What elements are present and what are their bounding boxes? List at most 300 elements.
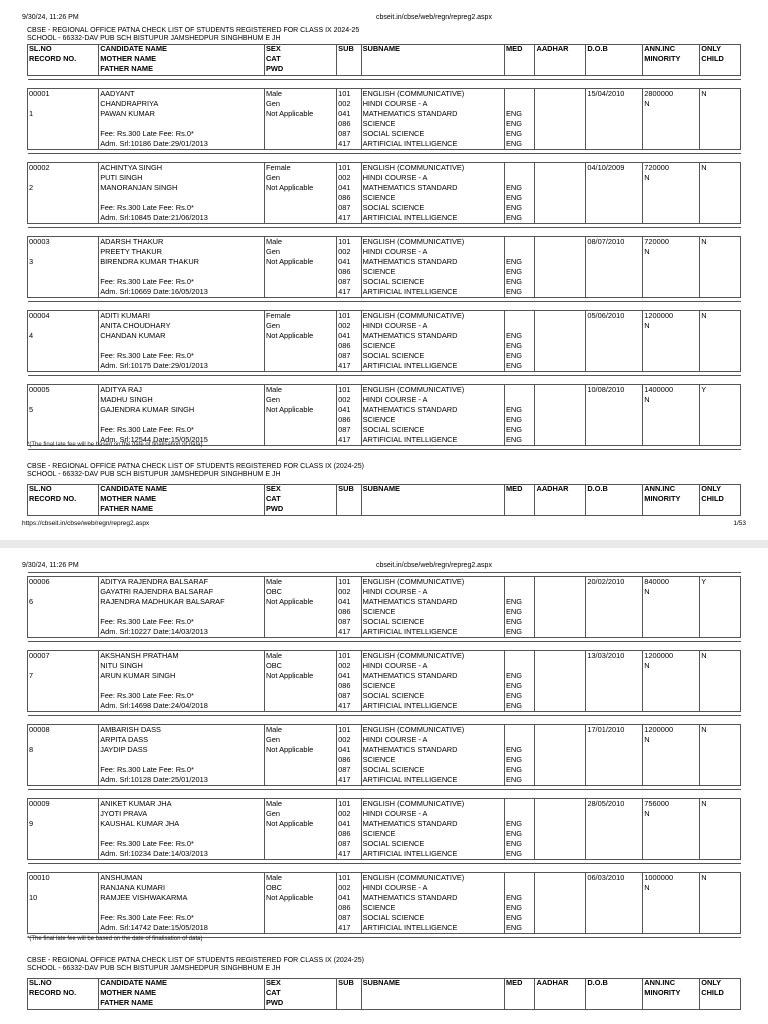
subject-name: HINDI COURSE - A <box>362 395 428 404</box>
income-cell <box>643 163 700 224</box>
income-cell <box>643 311 700 372</box>
mother-name: RANJANA KUMARI <box>100 883 166 892</box>
admission-line: Adm. Srl:14742 Date:15/05/2018 <box>100 923 208 932</box>
sub-cell <box>337 237 361 298</box>
admission-line: Adm. Srl:10234 Date:14/03/2013 <box>100 849 208 858</box>
sex-value: Male <box>265 651 282 660</box>
minority-value: N <box>644 247 650 256</box>
col-sex <box>264 485 336 516</box>
income-cell <box>643 89 700 150</box>
col-sub <box>337 45 361 76</box>
slno-cell <box>28 89 99 150</box>
col-pwd-label: PWD <box>265 998 284 1007</box>
minority-value: N <box>644 883 650 892</box>
category-value: Gen <box>265 395 280 404</box>
school-line: SCHOOL - 66332-DAV PUB SCH BISTUPUR JAMSHEDPUR SINGHBHUM E JH <box>27 35 281 42</box>
only-child-value: Y <box>701 385 707 394</box>
subject-name: ARTIFICIAL INTELLIGENCE <box>362 139 458 148</box>
subject-code: 086 <box>338 755 351 764</box>
subject-name: ARTIFICIAL INTELLIGENCE <box>362 701 458 710</box>
subject-medium: ENG <box>505 597 522 606</box>
column-header-row <box>28 485 741 516</box>
subject-name: ENGLISH (COMMUNICATIVE) <box>362 873 465 882</box>
only-child-value: N <box>701 725 707 734</box>
col-cat-label: CAT <box>265 494 281 503</box>
admission-line: Adm. Srl:10175 Date:29/01/2013 <box>100 361 208 370</box>
subject-code: 087 <box>338 351 351 360</box>
table-row <box>28 725 741 786</box>
col-child-label: CHILD <box>701 54 724 63</box>
slno-cell <box>28 873 99 934</box>
subname-cell <box>361 311 504 372</box>
pwd-value: Not Applicable <box>265 745 314 754</box>
dob-cell <box>586 725 643 786</box>
col-aadhar-label: AADHAR <box>536 484 569 493</box>
subject-medium <box>506 237 534 247</box>
income-value: 720000 <box>644 163 669 172</box>
subject-name: MATHEMATICS STANDARD <box>362 183 458 192</box>
subject-code: 002 <box>338 809 351 818</box>
subject-medium: ENG <box>505 627 522 636</box>
med-cell <box>504 385 535 446</box>
subject-name: ARTIFICIAL INTELLIGENCE <box>362 627 458 636</box>
report-title: CBSE - REGIONAL OFFICE PATNA CHECK LIST OF STUDENTS REGISTERED FOR CLASS IX (2024-25) <box>27 957 364 964</box>
col-dob <box>586 485 643 516</box>
students-table <box>27 44 741 450</box>
pwd-value: Not Applicable <box>265 331 314 340</box>
subject-medium: ENG <box>505 701 522 710</box>
subject-name: ENGLISH (COMMUNICATIVE) <box>362 577 465 586</box>
income-value: 1200000 <box>644 651 674 660</box>
subject-medium: ENG <box>505 341 522 350</box>
subject-medium: ENG <box>505 839 522 848</box>
aadhar-cell <box>535 799 586 860</box>
subject-code: 086 <box>338 829 351 838</box>
category-value: OBC <box>265 587 282 596</box>
subject-name: SOCIAL SCIENCE <box>362 691 425 700</box>
subject-code: 002 <box>338 247 351 256</box>
subject-name: SCIENCE <box>362 119 396 128</box>
dob-value: 08/07/2010 <box>587 237 625 246</box>
mother-name: NITU SINGH <box>100 661 143 670</box>
subject-medium <box>506 577 534 587</box>
mother-name: CHANDRAPRIYA <box>100 99 159 108</box>
sex-value: Male <box>265 385 282 394</box>
dob-value: 17/01/2010 <box>587 725 625 734</box>
med-cell <box>504 577 535 638</box>
dob-cell <box>586 651 643 712</box>
aadhar-cell <box>535 873 586 934</box>
subject-medium <box>506 395 534 405</box>
pwd-value: Not Applicable <box>265 819 314 828</box>
med-cell <box>504 237 535 298</box>
dob-value: 10/08/2010 <box>587 385 625 394</box>
income-value: 840000 <box>644 577 669 586</box>
subject-code: 417 <box>338 701 351 710</box>
col-sex-label: SEX <box>265 978 281 987</box>
candidate-name: ADITI KUMARI <box>100 311 150 320</box>
slno-cell <box>28 651 99 712</box>
subject-medium: ENG <box>505 287 522 296</box>
subject-medium: ENG <box>505 109 522 118</box>
minority-value: N <box>644 587 650 596</box>
record-number: 1 <box>29 109 34 118</box>
subject-code: 002 <box>338 321 351 330</box>
subject-medium <box>506 725 534 735</box>
pwd-value: Not Applicable <box>265 183 314 192</box>
father-name: GAJENDRA KUMAR SINGH <box>100 405 195 414</box>
subject-name: ARTIFICIAL INTELLIGENCE <box>362 775 458 784</box>
income-cell <box>643 873 700 934</box>
subject-name: SCIENCE <box>362 341 396 350</box>
col-pwd-label: PWD <box>265 504 284 513</box>
late-fee-note: *(The final late fee will be based on the date of finalisation of data) <box>27 442 203 448</box>
subject-medium: ENG <box>505 257 522 266</box>
report-header-repeat <box>27 463 364 479</box>
slno-cell <box>28 799 99 860</box>
sex-cell <box>264 385 336 446</box>
income-cell <box>643 385 700 446</box>
mother-name: JYOTI PRAVA <box>100 809 148 818</box>
mother-name: ANITA CHOUDHARY <box>100 321 171 330</box>
candidate-name: ADITYA RAJ <box>100 385 142 394</box>
table-row <box>28 577 741 638</box>
mother-name: PUTI SINGH <box>100 173 143 182</box>
serial-number: 00007 <box>29 651 50 660</box>
admission-line: Adm. Srl:10227 Date:14/03/2013 <box>100 627 208 636</box>
subject-name: ENGLISH (COMMUNICATIVE) <box>362 311 465 320</box>
sex-value: Female <box>265 311 291 320</box>
dob-value: 20/02/2010 <box>587 577 625 586</box>
aadhar-cell <box>535 311 586 372</box>
dob-cell <box>586 237 643 298</box>
col-dob <box>586 979 643 1010</box>
subject-name: SCIENCE <box>362 607 396 616</box>
col-med <box>504 485 535 516</box>
table-row <box>28 237 741 298</box>
sex-cell <box>264 89 336 150</box>
sex-cell <box>264 725 336 786</box>
med-cell <box>504 163 535 224</box>
dob-cell <box>586 577 643 638</box>
col-record-label: RECORD NO. <box>29 988 77 997</box>
subject-code: 002 <box>338 99 351 108</box>
col-anninc <box>643 45 700 76</box>
sex-value: Male <box>265 577 282 586</box>
record-number: 6 <box>29 597 34 606</box>
income-value: 2800000 <box>644 89 674 98</box>
subject-medium: ENG <box>505 183 522 192</box>
page-number: 1/53 <box>733 520 746 527</box>
dob-value: 15/04/2010 <box>587 89 625 98</box>
pwd-value: Not Applicable <box>265 257 314 266</box>
only-child-value: N <box>701 651 707 660</box>
subject-medium: ENG <box>505 331 522 340</box>
print-footer <box>22 520 746 527</box>
slno-cell <box>28 163 99 224</box>
table-row <box>28 651 741 712</box>
subject-code: 417 <box>338 213 351 222</box>
col-anninc-label: ANN.INC <box>644 978 676 987</box>
only-child-value: N <box>701 799 707 808</box>
students-table <box>27 572 741 938</box>
subject-medium: ENG <box>505 819 522 828</box>
onlychild-cell <box>700 799 741 860</box>
record-number: 4 <box>29 331 34 340</box>
med-cell <box>504 311 535 372</box>
subject-name: SCIENCE <box>362 193 396 202</box>
subject-code: 101 <box>338 799 351 808</box>
late-fee-note: *(The final late fee will be based on the date of finalisation of data) <box>27 936 203 942</box>
col-anninc-label: ANN.INC <box>644 484 676 493</box>
subject-code: 041 <box>338 819 351 828</box>
print-date: 9/30/24, 11:26 PM <box>22 562 79 569</box>
sex-value: Male <box>265 89 282 98</box>
subject-name: MATHEMATICS STANDARD <box>362 745 458 754</box>
slno-cell <box>28 311 99 372</box>
subject-code: 417 <box>338 361 351 370</box>
category-value: Gen <box>265 247 280 256</box>
subject-name: HINDI COURSE - A <box>362 883 428 892</box>
record-number: 7 <box>29 671 34 680</box>
column-header-row <box>28 45 741 76</box>
col-slno <box>28 485 99 516</box>
subject-name: MATHEMATICS STANDARD <box>362 257 458 266</box>
fee-line: Fee: Rs.300 Late Fee: Rs.0* <box>100 691 194 700</box>
sex-cell <box>264 311 336 372</box>
record-number: 3 <box>29 257 34 266</box>
income-value: 720000 <box>644 237 669 246</box>
col-record-label: RECORD NO. <box>29 54 77 63</box>
col-subname-label: SUBNAME <box>362 484 400 493</box>
sub-cell <box>337 385 361 446</box>
col-mother-label: MOTHER NAME <box>100 494 157 503</box>
subject-name: HINDI COURSE - A <box>362 661 428 670</box>
subject-code: 417 <box>338 627 351 636</box>
sex-cell <box>264 237 336 298</box>
income-value: 1200000 <box>644 725 674 734</box>
subject-medium <box>506 873 534 883</box>
dob-value: 04/10/2009 <box>587 163 625 172</box>
subject-code: 417 <box>338 849 351 858</box>
candidate-name: ANSHUMAN <box>100 873 143 882</box>
col-sub <box>337 979 361 1010</box>
col-aadhar <box>535 45 586 76</box>
subject-medium: ENG <box>505 277 522 286</box>
subject-name: MATHEMATICS STANDARD <box>362 405 458 414</box>
sex-value: Male <box>265 237 282 246</box>
subject-name: SOCIAL SCIENCE <box>362 351 425 360</box>
subject-name: SCIENCE <box>362 415 396 424</box>
subject-medium <box>506 311 534 321</box>
fee-line: Fee: Rs.300 Late Fee: Rs.0* <box>100 839 194 848</box>
col-subname-label: SUBNAME <box>362 44 400 53</box>
names-cell <box>99 651 265 712</box>
col-aadhar-label: AADHAR <box>536 44 569 53</box>
subject-medium: ENG <box>505 203 522 212</box>
candidate-name: ADITYA RAJENDRA BALSARAF <box>100 577 209 586</box>
subject-medium: ENG <box>505 745 522 754</box>
subject-code: 101 <box>338 651 351 660</box>
father-name: MANORANJAN SINGH <box>100 183 178 192</box>
sex-value: Male <box>265 725 282 734</box>
subname-cell <box>361 163 504 224</box>
subject-name: ARTIFICIAL INTELLIGENCE <box>362 849 458 858</box>
col-father-label: FATHER NAME <box>100 504 154 513</box>
subject-code: 101 <box>338 725 351 734</box>
subject-code: 087 <box>338 425 351 434</box>
subject-code: 087 <box>338 839 351 848</box>
print-header-bar <box>22 14 746 24</box>
sex-value: Male <box>265 873 282 882</box>
subject-medium: ENG <box>505 829 522 838</box>
category-value: Gen <box>265 321 280 330</box>
fee-line: Fee: Rs.300 Late Fee: Rs.0* <box>100 913 194 922</box>
pwd-value: Not Applicable <box>265 405 314 414</box>
subject-name: SOCIAL SCIENCE <box>362 913 425 922</box>
col-father-label: FATHER NAME <box>100 64 154 73</box>
page-url-full: https://cbseit.in/cbse/web/regn/repreg2.aspx <box>22 520 150 527</box>
subject-medium: ENG <box>505 351 522 360</box>
serial-number: 00002 <box>29 163 50 172</box>
col-subname <box>361 45 504 76</box>
col-sex <box>264 45 336 76</box>
sub-cell <box>337 89 361 150</box>
serial-number: 00005 <box>29 385 50 394</box>
admission-line: Adm. Srl:10186 Date:29/01/2013 <box>100 139 208 148</box>
income-value: 1200000 <box>644 311 674 320</box>
slno-cell <box>28 725 99 786</box>
col-slno-label: SL.NO <box>29 484 52 493</box>
col-minority-label: MINORITY <box>644 494 681 503</box>
only-child-value: N <box>701 237 707 246</box>
subject-medium <box>506 799 534 809</box>
subname-cell <box>361 577 504 638</box>
subject-code: 101 <box>338 385 351 394</box>
col-sub-label: SUB <box>338 484 354 493</box>
serial-number: 00006 <box>29 577 50 586</box>
admission-line: Adm. Srl:10845 Date:21/06/2013 <box>100 213 208 222</box>
subject-code: 086 <box>338 193 351 202</box>
subject-code: 002 <box>338 173 351 182</box>
sub-cell <box>337 725 361 786</box>
pwd-value: Not Applicable <box>265 893 314 902</box>
col-onlychild <box>700 979 741 1010</box>
subject-name: SCIENCE <box>362 755 396 764</box>
serial-number: 00009 <box>29 799 50 808</box>
subject-medium: ENG <box>505 361 522 370</box>
sub-cell <box>337 311 361 372</box>
col-sex-label: SEX <box>265 44 281 53</box>
sex-cell <box>264 873 336 934</box>
col-slno <box>28 45 99 76</box>
sub-cell <box>337 873 361 934</box>
col-cat-label: CAT <box>265 54 281 63</box>
admission-line: Adm. Srl:12544 Date:15/05/2015 <box>100 435 208 444</box>
dob-cell <box>586 89 643 150</box>
dob-cell <box>586 873 643 934</box>
subject-medium: ENG <box>505 415 522 424</box>
subject-name: ENGLISH (COMMUNICATIVE) <box>362 89 465 98</box>
subject-code: 086 <box>338 267 351 276</box>
subject-name: SCIENCE <box>362 681 396 690</box>
col-candidate-label: CANDIDATE NAME <box>100 44 167 53</box>
onlychild-cell <box>700 577 741 638</box>
serial-number: 00003 <box>29 237 50 246</box>
subject-code: 041 <box>338 331 351 340</box>
sub-cell <box>337 651 361 712</box>
candidate-name: ANIKET KUMAR JHA <box>100 799 172 808</box>
subject-medium: ENG <box>505 903 522 912</box>
dob-value: 13/03/2010 <box>587 651 625 660</box>
col-record-label: RECORD NO. <box>29 494 77 503</box>
father-name: ARUN KUMAR SINGH <box>100 671 176 680</box>
minority-value: N <box>644 735 650 744</box>
names-cell <box>99 577 265 638</box>
subject-medium: ENG <box>505 755 522 764</box>
record-number: 8 <box>29 745 34 754</box>
subject-code: 086 <box>338 341 351 350</box>
subject-name: ARTIFICIAL INTELLIGENCE <box>362 361 458 370</box>
subject-medium <box>506 661 534 671</box>
med-cell <box>504 651 535 712</box>
subject-medium: ENG <box>505 681 522 690</box>
serial-number: 00001 <box>29 89 50 98</box>
report-header <box>27 27 359 43</box>
col-cat-label: CAT <box>265 988 281 997</box>
serial-number: 00004 <box>29 311 50 320</box>
onlychild-cell <box>700 725 741 786</box>
subject-medium: ENG <box>505 765 522 774</box>
income-cell <box>643 651 700 712</box>
table-row <box>28 89 741 150</box>
subject-name: MATHEMATICS STANDARD <box>362 819 458 828</box>
dob-cell <box>586 311 643 372</box>
subject-medium: ENG <box>505 691 522 700</box>
subject-code: 086 <box>338 119 351 128</box>
income-cell <box>643 725 700 786</box>
subject-code: 101 <box>338 163 351 172</box>
col-dob <box>586 45 643 76</box>
subname-cell <box>361 385 504 446</box>
pwd-value: Not Applicable <box>265 671 314 680</box>
table-row <box>28 163 741 224</box>
subject-medium <box>506 163 534 173</box>
col-anninc <box>643 485 700 516</box>
subject-name: SOCIAL SCIENCE <box>362 425 425 434</box>
subject-medium: ENG <box>505 913 522 922</box>
sex-value: Female <box>265 163 291 172</box>
fee-line: Fee: Rs.300 Late Fee: Rs.0* <box>100 277 194 286</box>
sex-cell <box>264 651 336 712</box>
page-url: cbseit.in/cbse/web/regn/repreg2.aspx <box>376 14 492 21</box>
names-cell <box>99 385 265 446</box>
subject-code: 086 <box>338 415 351 424</box>
subject-name: MATHEMATICS STANDARD <box>362 331 458 340</box>
subject-name: ENGLISH (COMMUNICATIVE) <box>362 163 465 172</box>
subject-code: 002 <box>338 735 351 744</box>
aadhar-cell <box>535 237 586 298</box>
subject-name: HINDI COURSE - A <box>362 809 428 818</box>
onlychild-cell <box>700 873 741 934</box>
subject-code: 041 <box>338 257 351 266</box>
col-dob-label: D.O.B <box>587 484 608 493</box>
subject-medium <box>506 651 534 661</box>
subject-code: 417 <box>338 139 351 148</box>
subject-medium: ENG <box>505 607 522 616</box>
subname-cell <box>361 237 504 298</box>
subject-medium: ENG <box>505 267 522 276</box>
